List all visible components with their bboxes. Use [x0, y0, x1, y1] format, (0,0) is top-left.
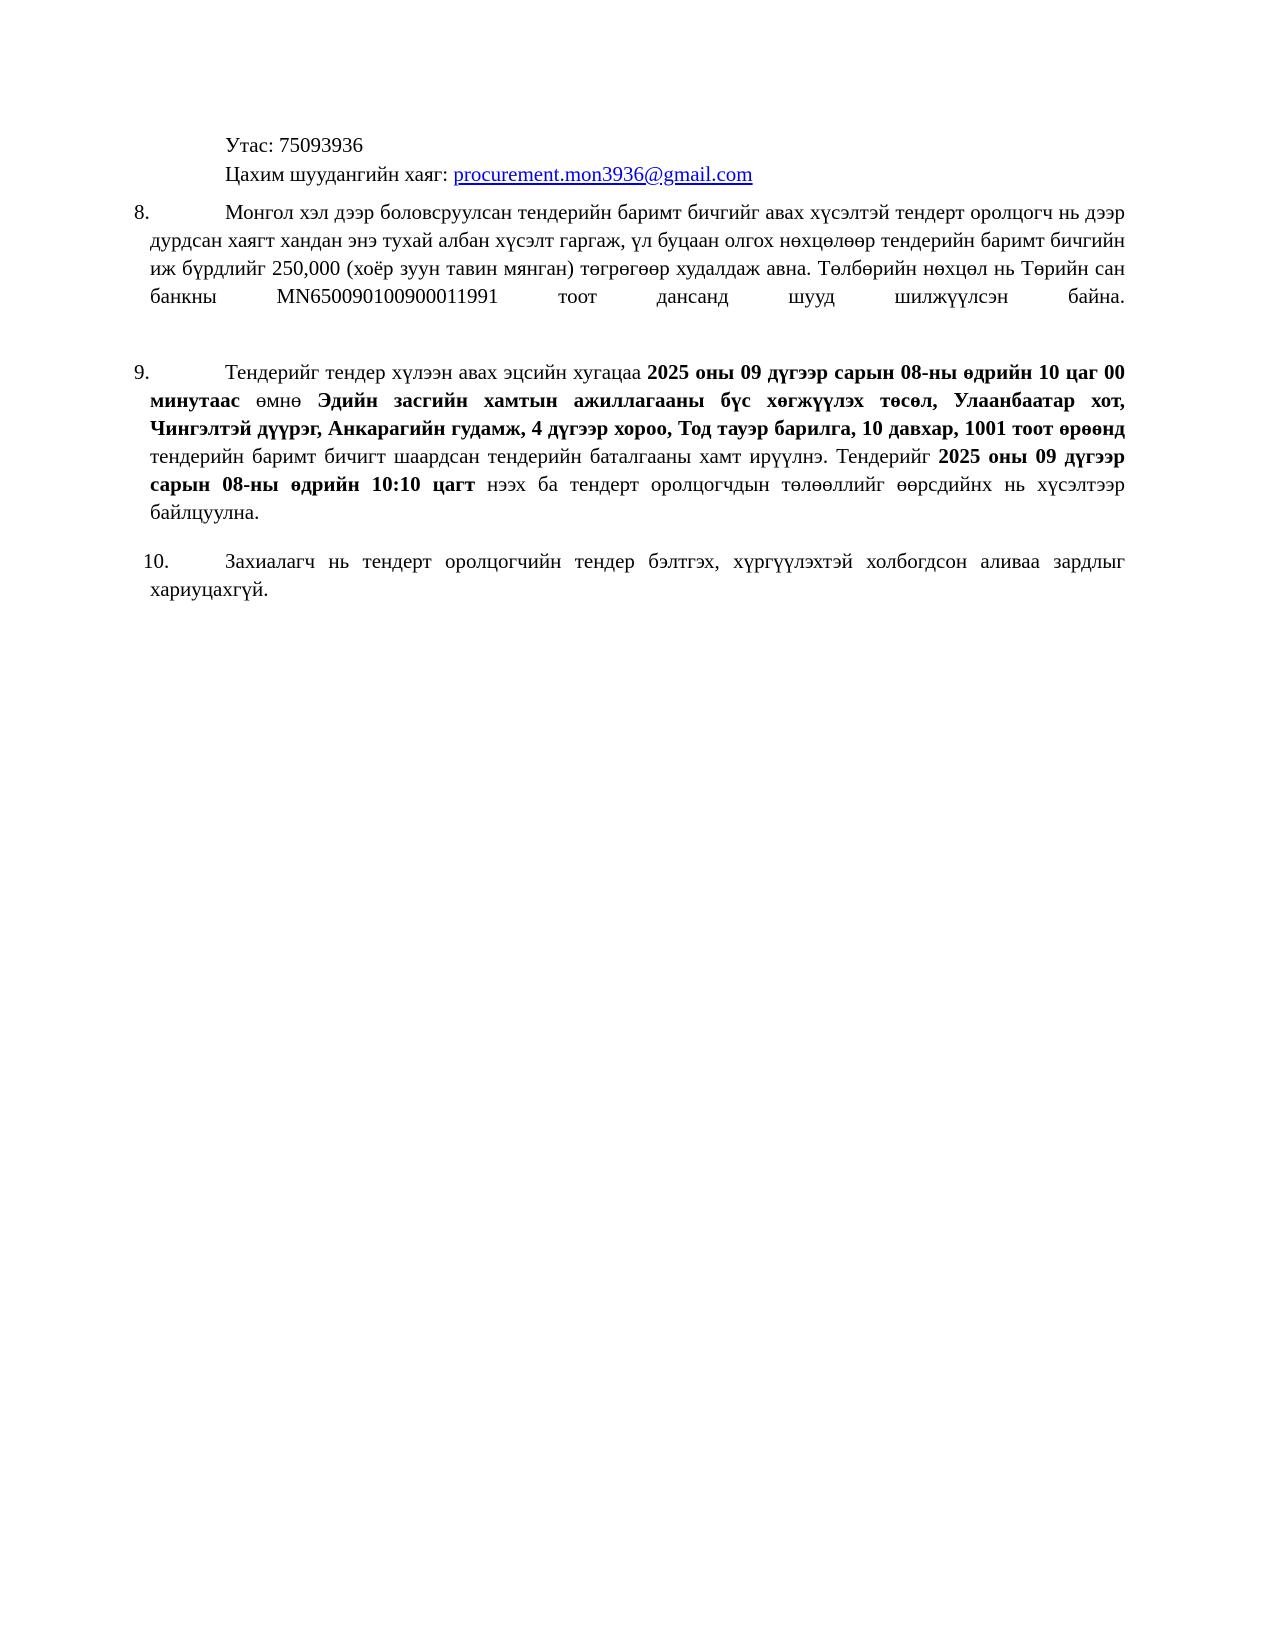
- opening-date-bold: 2025 оны 09 дүгээр сарын 08-ны өдрийн 10:10 цагт: [150, 444, 1125, 496]
- deadline-date-bold: 2025 оны 09 дүгээр сарын 08-ны өдрийн 10 цаг 00 минутаас: [150, 360, 1126, 412]
- email-line: [225, 160, 1125, 189]
- item-paragraph: [150, 198, 1125, 338]
- item-text: тендерийн баримт бичигт шаардсан тендерийн баталгааны хамт ирүүлнэ. Тендерийг: [150, 444, 939, 468]
- item-text: Захиалагч нь тендерт оролцогчийн тендер бэлтгэх, хүргүүлэхтэй холбогдсон аливаа зардлыг хариуцахгүй.: [150, 549, 1125, 601]
- item-paragraph: [150, 547, 1125, 631]
- email-link[interactable]: procurement.mon3936@gmail.com: [453, 162, 753, 186]
- list-item-8: [134, 198, 1125, 338]
- item-text: нээх ба тендерт оролцогчдын төлөөллийг өөрсдийнх нь хүсэлтээр байлцуулна.: [150, 472, 1125, 524]
- submission-address-bold: Эдийн засгийн хамтын ажиллагааны бүс хөгжүүлэх төсөл, Улаанбаатар хот, Чингэлтэй дүүрэг, Анкарагийн гудамж, 4 дүгээр хороо, Тод тауэр барилга, 10 давхар, 1001 тоот өрөөнд: [150, 388, 1125, 440]
- list-item-10: [143, 547, 1125, 631]
- item-text: Тендерийг тендер хүлээн авах эцсийн хугацаа: [225, 360, 648, 384]
- item-paragraph: [150, 358, 1125, 554]
- list-item-9: [134, 358, 1126, 554]
- item-number: 10.: [143, 549, 170, 573]
- item-number: 9.: [134, 360, 150, 384]
- item-number: 8.: [134, 200, 150, 224]
- phone-label: Утас:: [225, 133, 274, 157]
- phone-value: 75093936: [279, 133, 364, 157]
- email-label: Цахим шуудангийн хаяг:: [225, 162, 449, 186]
- phone-line: [225, 131, 1125, 160]
- item-text: өмнө: [239, 388, 318, 412]
- item-text: Монгол хэл дээр боловсруулсан тендерийн баримт бичгийг авах хүсэлтэй тендерт оролцогч нь дээр дурдсан хаягт хандан энэ тухай албан хүсэлт гаргаж, үл буцаан олгох нөхцөлөөр тендерийн баримт бичгийн иж бүрдлийг 250,000 (хоёр зуун тавин мянган) төгрөгөөр худалдаж авна. Төлбөрийн нөхцөл нь Төрийн сан банкны MN650090100900011991 тоот дансанд шууд шилжүүлсэн байна.: [150, 200, 1125, 308]
- contact-block: [225, 131, 1125, 189]
